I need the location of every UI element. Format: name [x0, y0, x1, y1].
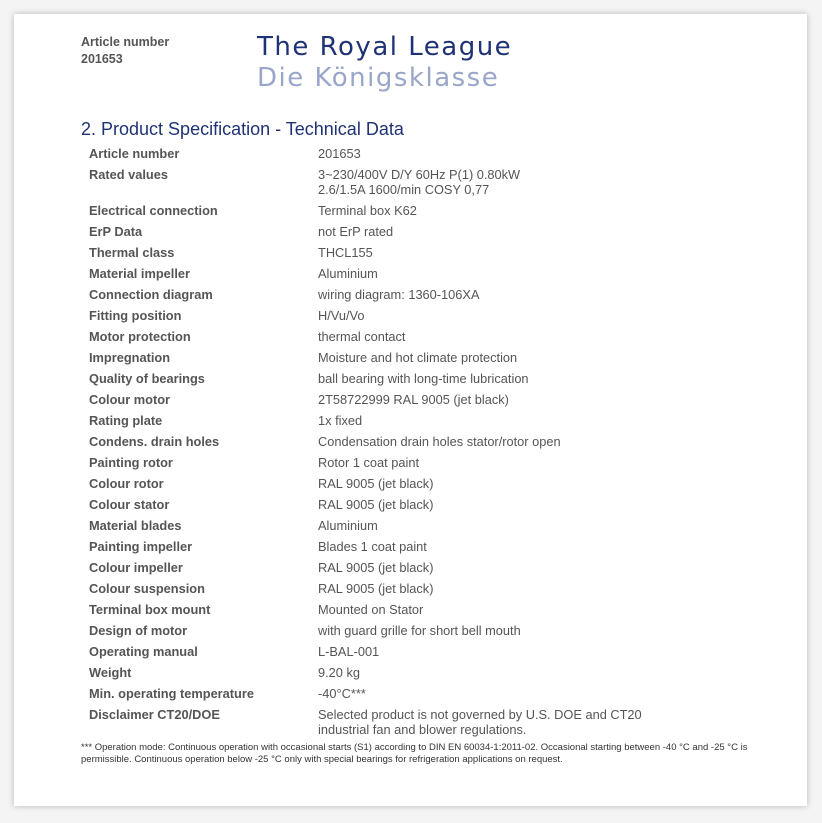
- spec-value: [318, 146, 361, 161]
- spec-value: [318, 167, 520, 197]
- spec-value-line: Terminal box K62: [318, 203, 417, 218]
- spec-value-line: wiring diagram: 1360-106XA: [318, 287, 480, 302]
- spec-value-line: Mounted on Stator: [318, 602, 424, 617]
- spec-value: [318, 665, 360, 680]
- spec-label: Condens. drain holes: [89, 434, 220, 449]
- spec-value-line: RAL 9005 (jet black): [318, 497, 434, 512]
- spec-label: Article number: [89, 146, 180, 161]
- spec-row: [89, 203, 789, 218]
- spec-label: Colour motor: [89, 392, 171, 407]
- spec-value-line: Rotor 1 coat paint: [318, 455, 420, 470]
- spec-label: Connection diagram: [89, 287, 213, 302]
- spec-row: [89, 455, 789, 470]
- spec-value: [318, 413, 362, 428]
- spec-row: [89, 413, 789, 428]
- spec-value-line: Blades 1 coat paint: [318, 539, 427, 554]
- spec-row: [89, 434, 789, 449]
- spec-value-line: RAL 9005 (jet black): [318, 581, 434, 596]
- spec-label: Colour stator: [89, 497, 170, 512]
- spec-row: [89, 287, 789, 302]
- spec-label: Weight: [89, 665, 132, 680]
- spec-label: Painting impeller: [89, 539, 193, 554]
- spec-value-line: H/Vu/Vo: [318, 308, 365, 323]
- spec-value-line: not ErP rated: [318, 224, 394, 239]
- spec-label: Fitting position: [89, 308, 182, 323]
- spec-value-line: THCL155: [318, 245, 373, 260]
- spec-row: [89, 167, 789, 197]
- spec-row: [89, 560, 789, 575]
- spec-row: [89, 623, 789, 638]
- spec-table: [89, 146, 789, 743]
- spec-row: [89, 644, 789, 659]
- spec-row: [89, 518, 789, 533]
- spec-value: [318, 476, 433, 491]
- spec-row: [89, 476, 789, 491]
- spec-value-line: -40°C***: [318, 686, 366, 701]
- spec-value-line: with guard grille for short bell mouth: [318, 623, 521, 638]
- spec-label: Painting rotor: [89, 455, 173, 470]
- spec-row: [89, 266, 789, 281]
- footnote: *** Operation mode: Continuous operation with occasional starts (S1) according to DIN EN 60034-1:2011-02. Occasional starting between -40 °C and -25 °C is permissible. Continuous operation below -25 °C only with special bearings for refrigeration applications on request.: [81, 742, 748, 765]
- spec-value: [318, 308, 364, 323]
- spec-label: Disclaimer CT20/DOE: [89, 707, 220, 722]
- spec-row: [89, 686, 789, 701]
- spec-row: [89, 392, 789, 407]
- spec-value: [318, 434, 561, 449]
- spec-value-line: Aluminium: [318, 266, 378, 281]
- spec-value-line: RAL 9005 (jet black): [318, 476, 434, 491]
- spec-row: [89, 245, 789, 260]
- spec-row: [89, 146, 789, 161]
- spec-value: [318, 497, 433, 512]
- spec-value: [318, 581, 433, 596]
- spec-value-line: Condensation drain holes stator/rotor open: [318, 434, 561, 449]
- spec-label: Operating manual: [89, 644, 198, 659]
- spec-row: [89, 581, 789, 596]
- spec-value-line: industrial fan and blower regulations.: [318, 722, 527, 737]
- spec-value: [318, 329, 406, 344]
- spec-value: [318, 266, 378, 281]
- spec-value: [318, 392, 509, 407]
- spec-label: Rated values: [89, 167, 168, 182]
- spec-value-line: 3~230/400V D/Y 60Hz P(1) 0.80kW: [318, 167, 521, 182]
- spec-value-line: 201653: [318, 146, 361, 161]
- article-number-value: 201653: [81, 52, 123, 66]
- spec-label: Thermal class: [89, 245, 175, 260]
- spec-value: [318, 245, 373, 260]
- document-page: [14, 14, 807, 806]
- spec-value-line: L-BAL-001: [318, 644, 380, 659]
- spec-label: Terminal box mount: [89, 602, 211, 617]
- spec-row: [89, 497, 789, 512]
- spec-value-line: 2.6/1.5A 1600/min COSY 0,77: [318, 182, 490, 197]
- spec-value: [318, 707, 642, 737]
- spec-row: [89, 539, 789, 554]
- spec-label: Colour rotor: [89, 476, 164, 491]
- spec-row: [89, 329, 789, 344]
- spec-value: [318, 371, 529, 386]
- spec-row: [89, 665, 789, 680]
- spec-value: [318, 560, 433, 575]
- spec-value: [318, 644, 379, 659]
- spec-value-line: Moisture and hot climate protection: [318, 350, 518, 365]
- spec-value-line: ball bearing with long-time lubrication: [318, 371, 529, 386]
- spec-value: [318, 602, 423, 617]
- spec-value: [318, 224, 393, 239]
- spec-value-line: 2T58722999 RAL 9005 (jet black): [318, 392, 509, 407]
- brand-logo: [257, 32, 512, 94]
- spec-row: [89, 707, 789, 737]
- spec-value-line: thermal contact: [318, 329, 406, 344]
- brand-line-english: The Royal League: [257, 32, 513, 62]
- spec-row: [89, 602, 789, 617]
- spec-value-line: Selected product is not governed by U.S. DOE and CT20: [318, 707, 642, 722]
- spec-value-line: 1x fixed: [318, 413, 363, 428]
- spec-label: Design of motor: [89, 623, 188, 638]
- spec-value: [318, 203, 417, 218]
- spec-value: [318, 539, 427, 554]
- spec-label: Impregnation: [89, 350, 171, 365]
- spec-label: Colour impeller: [89, 560, 183, 575]
- spec-value: [318, 455, 419, 470]
- spec-value: [318, 623, 521, 638]
- spec-row: [89, 350, 789, 365]
- article-number-label: Article number: [81, 35, 170, 49]
- spec-value-line: RAL 9005 (jet black): [318, 560, 434, 575]
- spec-label: Quality of bearings: [89, 371, 205, 386]
- spec-value: [318, 518, 378, 533]
- spec-label: Material blades: [89, 518, 182, 533]
- spec-value-line: Aluminium: [318, 518, 378, 533]
- spec-label: Rating plate: [89, 413, 163, 428]
- section-title: 2. Product Specification - Technical Data: [81, 119, 404, 139]
- spec-label: Material impeller: [89, 266, 190, 281]
- spec-label: Min. operating temperature: [89, 686, 254, 701]
- spec-label: Motor protection: [89, 329, 191, 344]
- brand-line-german: Die Königsklasse: [257, 63, 500, 93]
- spec-value-line: 9.20 kg: [318, 665, 360, 680]
- spec-value: [318, 350, 517, 365]
- spec-row: [89, 224, 789, 239]
- spec-label: Electrical connection: [89, 203, 218, 218]
- spec-value: [318, 287, 479, 302]
- spec-value: [318, 686, 366, 701]
- spec-label: Colour suspension: [89, 581, 205, 596]
- article-header: [81, 34, 169, 68]
- spec-row: [89, 308, 789, 323]
- spec-label: ErP Data: [89, 224, 143, 239]
- spec-row: [89, 371, 789, 386]
